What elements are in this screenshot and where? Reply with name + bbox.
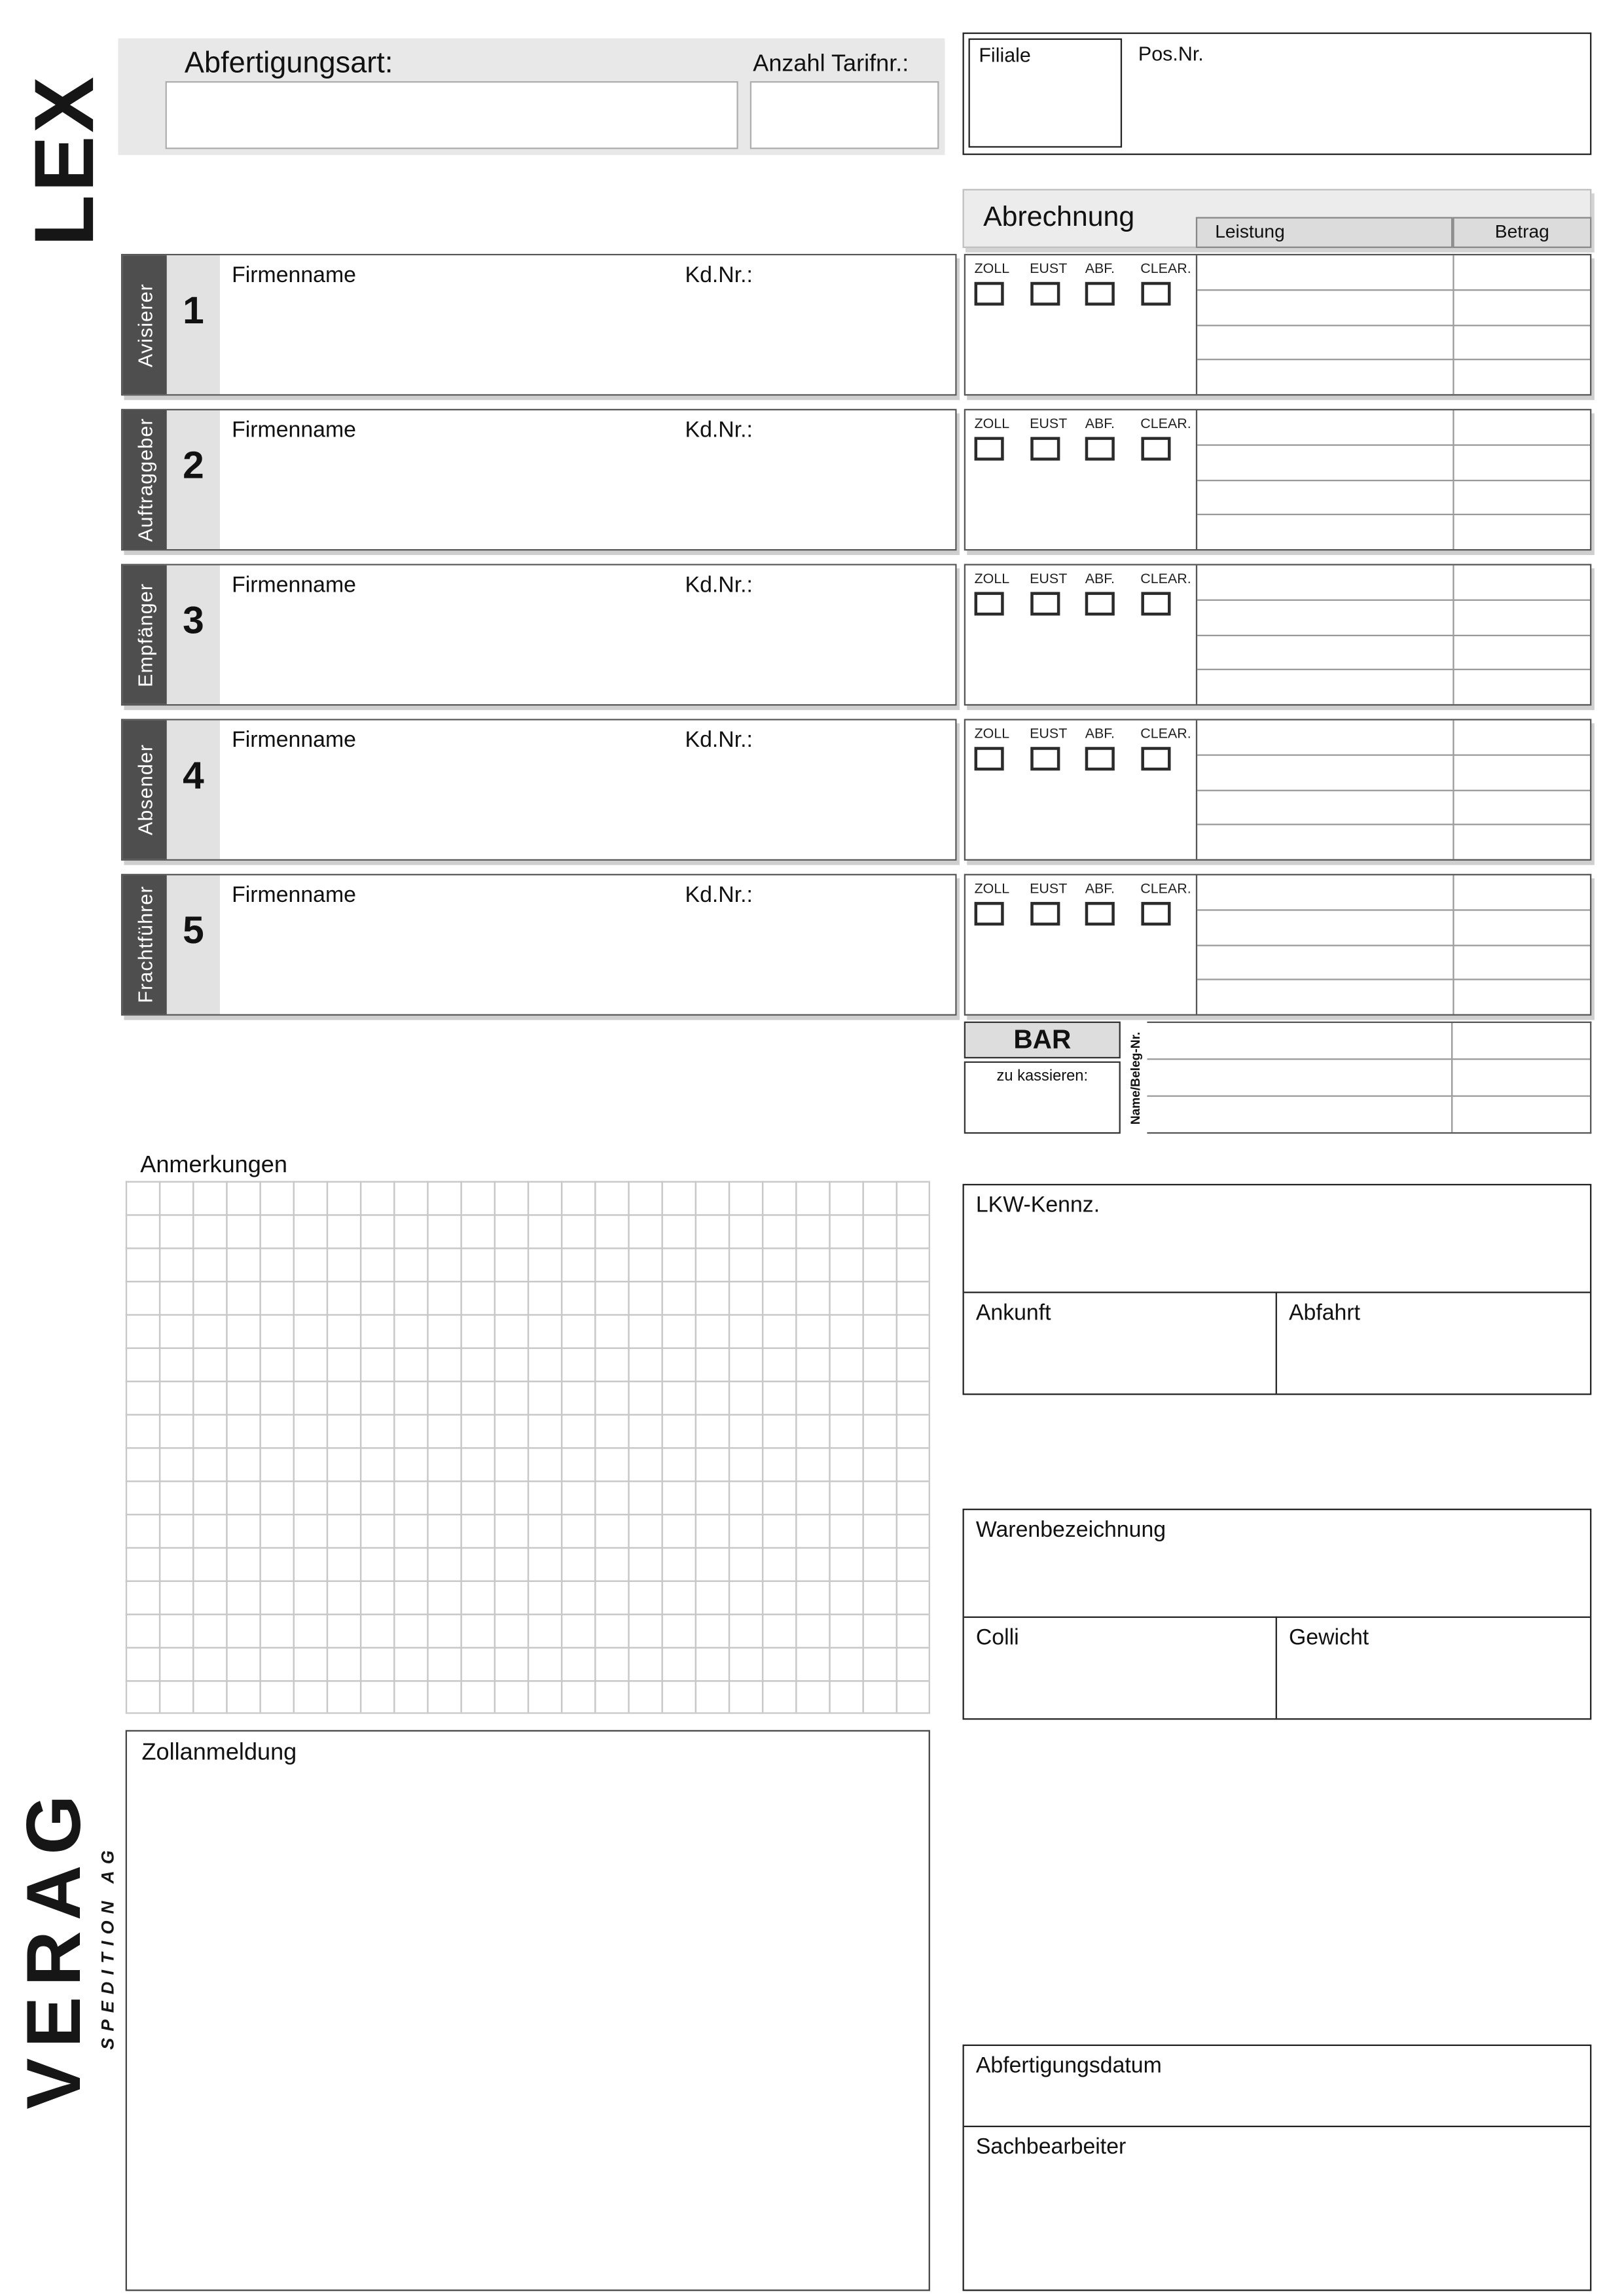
betrag-cell[interactable] (1454, 980, 1590, 1014)
zoll-checkbox[interactable] (975, 282, 1004, 306)
clear-label: CLEAR. (1140, 571, 1191, 588)
sachbearbeiter-label: Sachbearbeiter (975, 2134, 1127, 2160)
eust-checkbox[interactable] (1030, 747, 1059, 770)
checkbox-col-abf (1085, 571, 1141, 704)
zoll-checkbox[interactable] (975, 902, 1004, 925)
table-row (1197, 410, 1590, 446)
betrag-cell[interactable] (1454, 565, 1590, 599)
spedition-ag-text: SPEDITION AG (97, 1844, 118, 2051)
name-beleg-strip (1122, 1022, 1147, 1134)
lex-logo (18, 29, 112, 289)
firmenname-label: Firmenname (232, 882, 357, 908)
betrag-cell[interactable] (1454, 291, 1590, 324)
party-role-bar (122, 410, 167, 549)
betrag-cell[interactable] (1454, 875, 1590, 908)
betrag-cell[interactable] (1454, 255, 1590, 289)
party-info-box (121, 719, 957, 861)
leistung-cell[interactable] (1197, 480, 1454, 514)
leistung-cell[interactable] (1197, 255, 1454, 289)
clear-checkbox[interactable] (1140, 282, 1170, 306)
leistung-cell[interactable] (1197, 291, 1454, 324)
table-row (1197, 980, 1590, 1014)
clear-checkbox[interactable] (1140, 437, 1170, 461)
abf-checkbox[interactable] (1085, 437, 1115, 461)
leistung-column-header: Leistung (1196, 217, 1453, 248)
sachbearbeiter-field[interactable] (964, 2127, 1590, 2288)
lkw-kennz-label: LKW-Kennz. (975, 1193, 1100, 1218)
checkbox-col-clear (1140, 261, 1196, 394)
zoll-label: ZOLL (974, 881, 1010, 898)
checkbox-col-clear (1140, 726, 1196, 859)
firmenname-field[interactable] (220, 410, 955, 549)
party-number: 1 (183, 287, 204, 332)
abfertigung-box (963, 2045, 1592, 2291)
customs-checkbox-group (965, 255, 1196, 394)
eust-label: EUST (1030, 726, 1068, 743)
checkbox-col-clear (1140, 416, 1196, 549)
leistung-cell[interactable] (1197, 825, 1454, 859)
party-role-label: Avisierer (134, 283, 156, 367)
betrag-cell[interactable] (1454, 325, 1590, 359)
table-row (1197, 875, 1590, 910)
firmenname-field[interactable] (220, 875, 955, 1014)
leistung-cell[interactable] (1197, 980, 1454, 1014)
firmenname-label: Firmenname (232, 418, 357, 443)
checkbox-col-eust (1030, 881, 1085, 1014)
leistung-betrag-table (1196, 565, 1590, 704)
bar-header: BAR (964, 1022, 1121, 1058)
party-number: 2 (183, 442, 204, 488)
checkbox-col-abf (1085, 416, 1141, 549)
table-row (1147, 1023, 1590, 1060)
leistung-cell[interactable] (1197, 791, 1454, 824)
betrag-cell[interactable] (1454, 446, 1590, 479)
party-number: 3 (183, 598, 204, 643)
colli-label: Colli (975, 1625, 1019, 1651)
customs-checkbox-group (965, 410, 1196, 549)
firmenname-label: Firmenname (232, 262, 357, 288)
party-role-bar (122, 875, 167, 1014)
abf-label: ABF. (1085, 416, 1115, 433)
betrag-cell[interactable] (1454, 910, 1590, 944)
eust-label: EUST (1030, 416, 1068, 433)
checkbox-col-zoll (975, 571, 1030, 704)
zollanmeldung-label: Zollanmeldung (141, 1740, 297, 1766)
abrechnung-title: Abrechnung (983, 202, 1135, 234)
zu-kassieren-field[interactable] (964, 1062, 1121, 1134)
firmenname-field[interactable] (220, 255, 955, 394)
table-row (1197, 636, 1590, 671)
checkbox-col-eust (1030, 571, 1085, 704)
kdnr-label: Kd.Nr.: (685, 573, 753, 598)
abf-label: ABF. (1085, 261, 1115, 278)
abfahrt-label: Abfahrt (1288, 1300, 1361, 1326)
checkbox-col-abf (1085, 726, 1141, 859)
party-role-bar (122, 721, 167, 859)
betrag-cell[interactable] (1454, 755, 1590, 789)
colli-field[interactable] (964, 1618, 1276, 1718)
leistung-cell[interactable] (1147, 1097, 1453, 1132)
party-number-cell (167, 565, 220, 704)
party-row-frachtfuehrer (121, 874, 1591, 1016)
clear-label: CLEAR. (1140, 416, 1191, 433)
gewicht-label: Gewicht (1288, 1625, 1369, 1651)
eust-label: EUST (1030, 881, 1068, 898)
warenbezeichnung-label: Warenbezeichnung (975, 1517, 1166, 1543)
checkbox-col-zoll (975, 726, 1030, 859)
party-number-cell (167, 255, 220, 394)
eust-checkbox[interactable] (1030, 437, 1059, 461)
leistung-cell[interactable] (1197, 946, 1454, 979)
filiale-label: Filiale (979, 44, 1031, 67)
leistung-cell[interactable] (1197, 410, 1454, 444)
clear-label: CLEAR. (1140, 881, 1191, 898)
eust-checkbox[interactable] (1030, 282, 1059, 306)
leistung-cell[interactable] (1147, 1023, 1453, 1058)
betrag-cell[interactable] (1454, 671, 1590, 704)
checkbox-col-zoll (975, 881, 1030, 1014)
abfertigungsart-label: Abfertigungsart: (184, 47, 393, 80)
firmenname-label: Firmenname (232, 573, 357, 598)
table-row (1197, 480, 1590, 516)
leistung-cell[interactable] (1197, 636, 1454, 669)
kdnr-label: Kd.Nr.: (685, 262, 753, 288)
party-info-box (121, 564, 957, 706)
leistung-cell[interactable] (1197, 721, 1454, 754)
table-row (1197, 516, 1590, 549)
leistung-cell[interactable] (1197, 910, 1454, 944)
checkbox-col-abf (1085, 881, 1141, 1014)
zoll-label: ZOLL (974, 571, 1010, 588)
clear-label: CLEAR. (1140, 726, 1191, 743)
party-row-auftraggeber (121, 409, 1591, 551)
clear-checkbox[interactable] (1140, 902, 1170, 925)
customs-checkbox-group (965, 721, 1196, 859)
party-role-label: Empfänger (134, 583, 156, 687)
abf-label: ABF. (1085, 881, 1115, 898)
abf-checkbox[interactable] (1085, 902, 1115, 925)
party-role-label: Auftraggeber (134, 418, 156, 542)
verag-subtitle (94, 1700, 121, 2193)
lkw-box (963, 1184, 1592, 1395)
leistung-cell[interactable] (1197, 671, 1454, 704)
betrag-cell[interactable] (1454, 600, 1590, 634)
bar-betrag-table (1147, 1022, 1591, 1134)
party-info-box (121, 409, 957, 551)
leistung-cell[interactable] (1197, 516, 1454, 549)
anmerkungen-label: Anmerkungen (140, 1153, 287, 1178)
leistung-cell[interactable] (1197, 446, 1454, 479)
table-row (1197, 565, 1590, 601)
betrag-cell[interactable] (1454, 791, 1590, 824)
kdnr-label: Kd.Nr.: (685, 882, 753, 908)
zoll-label: ZOLL (974, 726, 1010, 743)
customs-checkbox-group (965, 565, 1196, 704)
table-row (1197, 825, 1590, 859)
betrag-cell[interactable] (1454, 516, 1590, 549)
zoll-label: ZOLL (974, 261, 1010, 278)
firmenname-field[interactable] (220, 721, 955, 859)
table-row (1197, 721, 1590, 756)
party-billing-box (964, 564, 1592, 706)
abf-label: ABF. (1085, 726, 1115, 743)
firmenname-label: Firmenname (232, 727, 357, 753)
table-row (1197, 791, 1590, 826)
table-row (1147, 1060, 1590, 1096)
checkbox-col-eust (1030, 261, 1085, 394)
party-number-cell (167, 410, 220, 549)
table-row (1197, 671, 1590, 704)
ankunft-field[interactable] (964, 1293, 1276, 1393)
party-number: 5 (183, 908, 204, 952)
leistung-cell[interactable] (1197, 600, 1454, 634)
abfertigungsdatum-label: Abfertigungsdatum (975, 2053, 1162, 2079)
zoll-label: ZOLL (974, 416, 1010, 433)
warenbezeichnung-field[interactable] (964, 1510, 1590, 1616)
filiale-field[interactable] (969, 39, 1123, 148)
table-row (1197, 946, 1590, 981)
party-row-empfaenger (121, 564, 1591, 706)
betrag-cell[interactable] (1453, 1023, 1590, 1058)
abfertigungsart-input[interactable] (166, 81, 738, 149)
waren-box (963, 1509, 1592, 1720)
leistung-betrag-table (1196, 721, 1590, 859)
firmenname-field[interactable] (220, 565, 955, 704)
lex-logo-text: LEX (16, 73, 112, 246)
checkbox-col-clear (1140, 881, 1196, 1014)
leistung-cell[interactable] (1197, 875, 1454, 908)
customs-checkbox-group (965, 875, 1196, 1014)
verag-logo-text: VERAG (12, 1784, 98, 2109)
table-row (1197, 255, 1590, 291)
anzahl-tarifnr-label: Anzahl Tarifnr.: (753, 51, 909, 77)
eust-label: EUST (1030, 261, 1068, 278)
betrag-cell[interactable] (1454, 410, 1590, 444)
betrag-cell[interactable] (1453, 1097, 1590, 1132)
leistung-cell[interactable] (1197, 325, 1454, 359)
betrag-cell[interactable] (1454, 361, 1590, 394)
lkw-kennz-field[interactable] (964, 1185, 1590, 1291)
table-row (1197, 291, 1590, 326)
checkbox-col-eust (1030, 416, 1085, 549)
name-beleg-label: Name/Beleg-Nr. (1127, 1031, 1142, 1124)
abfahrt-field[interactable] (1277, 1293, 1590, 1393)
gewicht-field[interactable] (1277, 1618, 1590, 1718)
kdnr-label: Kd.Nr.: (685, 418, 753, 443)
betrag-cell[interactable] (1453, 1060, 1590, 1095)
betrag-cell[interactable] (1454, 480, 1590, 514)
party-info-box (121, 254, 957, 396)
party-billing-box (964, 874, 1592, 1016)
party-number-cell (167, 721, 220, 859)
filiale-posnr-box (963, 33, 1592, 155)
checkbox-col-abf (1085, 261, 1141, 394)
party-row-avisierer (121, 254, 1591, 396)
eust-label: EUST (1030, 571, 1068, 588)
party-info-box (121, 874, 957, 1016)
checkbox-col-zoll (975, 416, 1030, 549)
abfertigungsdatum-field[interactable] (964, 2046, 1590, 2126)
ankunft-label: Ankunft (975, 1300, 1051, 1326)
table-row (1147, 1097, 1590, 1132)
party-role-bar (122, 255, 167, 394)
leistung-betrag-table (1196, 255, 1590, 394)
clear-checkbox[interactable] (1140, 747, 1170, 770)
leistung-cell[interactable] (1147, 1060, 1453, 1095)
table-row (1197, 325, 1590, 361)
checkbox-col-zoll (975, 261, 1030, 394)
zoll-checkbox[interactable] (975, 437, 1004, 461)
party-billing-box (964, 719, 1592, 861)
zoll-checkbox[interactable] (975, 592, 1004, 615)
betrag-cell[interactable] (1454, 721, 1590, 754)
kdnr-label: Kd.Nr.: (685, 727, 753, 753)
abf-checkbox[interactable] (1085, 747, 1115, 770)
betrag-cell[interactable] (1454, 825, 1590, 859)
leistung-cell[interactable] (1197, 565, 1454, 599)
table-row (1197, 910, 1590, 946)
leistung-cell[interactable] (1197, 755, 1454, 789)
zu-kassieren-label: zu kassieren: (996, 1067, 1089, 1085)
posnr-label: Pos.Nr. (1138, 43, 1204, 65)
zollanmeldung-field[interactable] (126, 1730, 930, 2291)
abf-label: ABF. (1085, 571, 1115, 588)
party-role-label: Frachtführer (134, 886, 156, 1004)
betrag-cell[interactable] (1454, 636, 1590, 669)
leistung-cell[interactable] (1197, 361, 1454, 394)
party-row-absender (121, 719, 1591, 861)
party-billing-box (964, 254, 1592, 396)
table-row (1197, 446, 1590, 481)
betrag-cell[interactable] (1454, 946, 1590, 979)
party-role-label: Absender (134, 744, 156, 836)
leistung-betrag-table (1196, 410, 1590, 549)
checkbox-col-clear (1140, 571, 1196, 704)
anzahl-tarifnr-input[interactable] (750, 81, 939, 149)
verag-logo (12, 1700, 98, 2193)
leistung-betrag-table (1196, 875, 1590, 1014)
checkbox-col-eust (1030, 726, 1085, 859)
table-row (1197, 361, 1590, 394)
table-row (1197, 755, 1590, 791)
party-number: 4 (183, 753, 204, 797)
party-number-cell (167, 875, 220, 1014)
anmerkungen-grid[interactable] (126, 1181, 930, 1713)
abf-checkbox[interactable] (1085, 592, 1115, 615)
eust-checkbox[interactable] (1030, 592, 1059, 615)
abf-checkbox[interactable] (1085, 282, 1115, 306)
betrag-column-header: Betrag (1453, 217, 1591, 248)
zoll-checkbox[interactable] (975, 747, 1004, 770)
party-billing-box (964, 409, 1592, 551)
eust-checkbox[interactable] (1030, 902, 1059, 925)
clear-checkbox[interactable] (1140, 592, 1170, 615)
clear-label: CLEAR. (1140, 261, 1191, 278)
table-row (1197, 600, 1590, 636)
party-role-bar (122, 565, 167, 704)
posnr-field[interactable] (1127, 34, 1590, 154)
